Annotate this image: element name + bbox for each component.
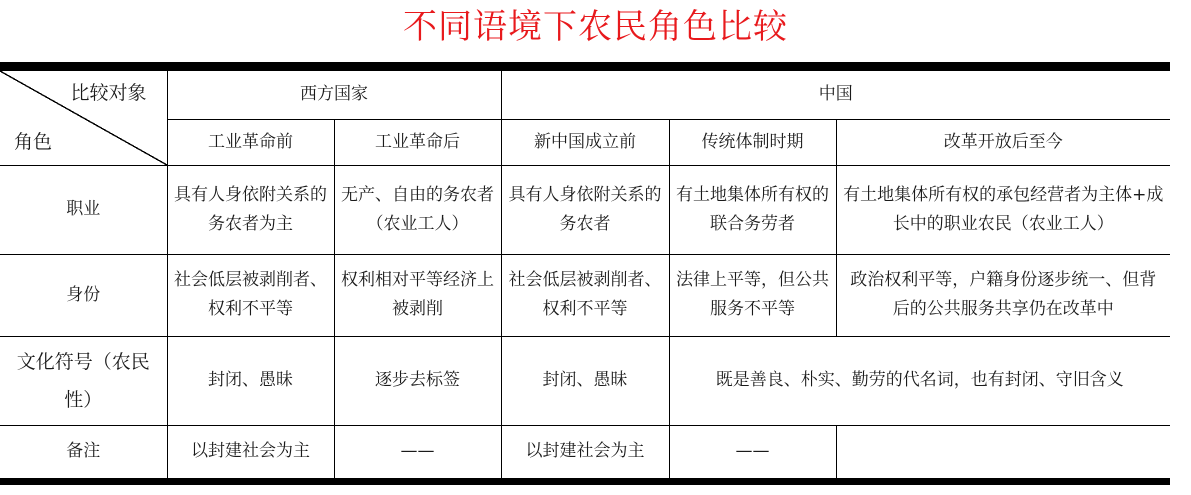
table-cell: 具有人身依附关系的务农者为主 (167, 165, 334, 254)
group-header-china: 中国 (501, 71, 1170, 119)
table-cell: 法律上平等，但公共服务不平等 (669, 254, 836, 336)
table-cell: 封闭、愚昧 (167, 336, 334, 425)
corner-bottom-label: 角色 (14, 130, 53, 153)
table-row-identity (0, 254, 1170, 336)
corner-top-label: 比较对象 (70, 82, 147, 104)
table-cell: 有土地集体所有权的联合务劳者 (669, 165, 836, 254)
table-cell: 以封建社会为主 (167, 425, 334, 478)
group-header-row (0, 71, 1170, 119)
corner-header-cell (0, 71, 167, 165)
table-cell: 无产、自由的务农者（农业工人） (334, 165, 501, 254)
table-cell: 权利相对平等经济上被剥削 (334, 254, 501, 336)
row-header: 身份 (0, 254, 167, 336)
table-row-culture (0, 336, 1170, 425)
page-title: 不同语境下农民角色比较 (403, 7, 788, 47)
table-cell: 政治权利平等，户籍身份逐步统一、但背后的公共服务共享仍在改革中 (836, 254, 1170, 336)
table-row-notes (0, 425, 1170, 478)
table-cell: 逐步去标签 (334, 336, 501, 425)
top-rule (0, 62, 1170, 71)
table-cell: 封闭、愚昧 (501, 336, 669, 425)
table-row-occupation (0, 165, 1170, 254)
row-header: 备注 (0, 425, 167, 478)
table-cell: 社会低层被剥削者、权利不平等 (167, 254, 334, 336)
table-cell: 以封建社会为主 (501, 425, 669, 478)
period-header: 工业革命前 (167, 119, 334, 165)
period-header: 工业革命后 (334, 119, 501, 165)
period-header: 改革开放后至今 (836, 119, 1170, 165)
table-cell: 有土地集体所有权的承包经营者为主体+成长中的职业农民（农业工人） (836, 165, 1170, 254)
period-header: 新中国成立前 (501, 119, 669, 165)
table-cell: 既是善良、朴实、勤劳的代名词，也有封闭、守旧含义 (669, 336, 1170, 425)
table-cell (836, 425, 1170, 478)
table-cell: —— (669, 425, 836, 478)
comparison-table (0, 71, 1170, 478)
table-cell: —— (334, 425, 501, 478)
table-cell: 具有人身依附关系的务农者 (501, 165, 669, 254)
bottom-rule (0, 478, 1170, 485)
table-cell: 社会低层被剥削者、权利不平等 (501, 254, 669, 336)
period-header: 传统体制时期 (669, 119, 836, 165)
period-header-row (0, 119, 1170, 165)
group-header-west: 西方国家 (167, 71, 501, 119)
row-header: 职业 (0, 165, 167, 254)
row-header: 文化符号（农民性） (0, 336, 167, 425)
